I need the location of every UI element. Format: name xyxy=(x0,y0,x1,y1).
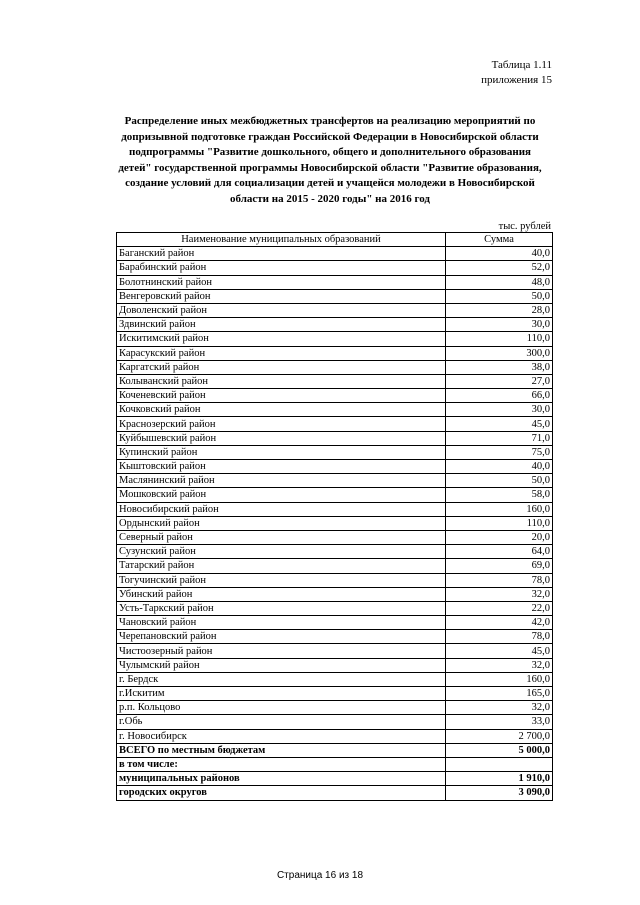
municipality-sum: 160,0 xyxy=(446,502,553,516)
municipality-sum: 66,0 xyxy=(446,389,553,403)
municipality-sum: 27,0 xyxy=(446,374,553,388)
table-row xyxy=(117,630,553,644)
municipality-name: Татарский район xyxy=(117,559,446,573)
municipality-sum: 30,0 xyxy=(446,318,553,332)
municipality-sum: 64,0 xyxy=(446,545,553,559)
table-row xyxy=(117,474,553,488)
table-row xyxy=(117,545,553,559)
municipality-sum: 40,0 xyxy=(446,460,553,474)
municipality-name: Баганский район xyxy=(117,247,446,261)
table-row xyxy=(117,445,553,459)
table-row xyxy=(117,303,553,317)
column-header-sum: Сумма xyxy=(446,233,553,247)
column-header-name: Наименование муниципальных образований xyxy=(117,233,446,247)
municipality-sum: 2 700,0 xyxy=(446,729,553,743)
municipality-name: Колыванский район xyxy=(117,374,446,388)
table-row xyxy=(117,318,553,332)
table-row xyxy=(117,559,553,573)
table-reference xyxy=(481,58,552,88)
municipality-name: Здвинский район xyxy=(117,318,446,332)
table-row xyxy=(117,460,553,474)
table-row xyxy=(117,729,553,743)
municipality-name: Северный район xyxy=(117,530,446,544)
table-body xyxy=(117,247,553,800)
title-line: допризывной подготовке граждан Российской Федерации в Новосибирской области xyxy=(121,130,539,143)
transfers-table xyxy=(116,232,553,801)
table-row xyxy=(117,701,553,715)
municipality-name: Искитимский район xyxy=(117,332,446,346)
subtotal-value: 3 090,0 xyxy=(446,786,553,800)
municipality-sum: 48,0 xyxy=(446,275,553,289)
table-row xyxy=(117,360,553,374)
table-row xyxy=(117,374,553,388)
municipality-name: Маслянинский район xyxy=(117,474,446,488)
municipality-name: г. Новосибирск xyxy=(117,729,446,743)
municipality-sum: 75,0 xyxy=(446,445,553,459)
table-row xyxy=(117,261,553,275)
table-row xyxy=(117,601,553,615)
table-row xyxy=(117,672,553,686)
subtotal-label: муниципальных районов xyxy=(117,772,446,786)
appendix-number: приложения 15 xyxy=(481,74,552,86)
table-row xyxy=(117,247,553,261)
table-row xyxy=(117,573,553,587)
municipality-name: Черепановский район xyxy=(117,630,446,644)
subtotal-label: городских округов xyxy=(117,786,446,800)
municipality-name: г. Бердск xyxy=(117,672,446,686)
table-row xyxy=(117,502,553,516)
municipality-sum: 22,0 xyxy=(446,601,553,615)
municipality-sum: 71,0 xyxy=(446,431,553,445)
table-row xyxy=(117,616,553,630)
subtotal-row xyxy=(117,772,553,786)
title-line: создание условий для социализации детей и учащейся молодежи в Новосибирской xyxy=(125,177,535,189)
municipality-name: Чистоозерный район xyxy=(117,644,446,658)
table-row xyxy=(117,687,553,701)
subtotal-row xyxy=(117,786,553,800)
municipality-sum: 78,0 xyxy=(446,630,553,644)
title-line: детей" государственной программы Новосибирской области "Развитие образования, xyxy=(118,161,542,174)
municipality-name: Болотнинский район xyxy=(117,275,446,289)
municipality-name: Краснозерский район xyxy=(117,417,446,431)
total-label: ВСЕГО по местным бюджетам xyxy=(117,743,446,757)
municipality-sum: 78,0 xyxy=(446,573,553,587)
municipality-sum: 50,0 xyxy=(446,289,553,303)
subtotal-value: 1 910,0 xyxy=(446,772,553,786)
municipality-name: Купинский район xyxy=(117,445,446,459)
title-line: подпрограммы "Развитие дошкольного, общего и дополнительного образования xyxy=(128,146,531,158)
municipality-sum: 42,0 xyxy=(446,616,553,630)
table-row xyxy=(117,389,553,403)
municipality-name: Венгеровский район xyxy=(117,289,446,303)
municipality-sum: 28,0 xyxy=(446,303,553,317)
municipality-sum: 32,0 xyxy=(446,587,553,601)
page-footer: Страница 16 из 18 xyxy=(276,870,364,881)
table-row xyxy=(117,275,553,289)
including-label: в том числе: xyxy=(117,757,446,771)
municipality-name: Усть-Таркский район xyxy=(117,601,446,615)
table-row xyxy=(117,346,553,360)
table-row xyxy=(117,289,553,303)
municipality-name: Кыштовский район xyxy=(117,460,446,474)
including-empty-cell xyxy=(446,757,553,771)
municipality-name: г.Обь xyxy=(117,715,446,729)
municipality-name: Кочковский район xyxy=(117,403,446,417)
table-row xyxy=(117,587,553,601)
table-row xyxy=(117,644,553,658)
including-row xyxy=(117,757,553,771)
municipality-name: Куйбышевский район xyxy=(117,431,446,445)
municipality-sum: 38,0 xyxy=(446,360,553,374)
table-row xyxy=(117,403,553,417)
municipality-sum: 160,0 xyxy=(446,672,553,686)
total-value: 5 000,0 xyxy=(446,743,553,757)
table-number: Таблица 1.11 xyxy=(491,59,552,71)
municipality-name: Сузунский район xyxy=(117,545,446,559)
title-line: области на 2015 - 2020 годы" на 2016 год xyxy=(230,192,430,205)
municipality-name: Карасукский район xyxy=(117,346,446,360)
table-row xyxy=(117,530,553,544)
municipality-name: г.Искитим xyxy=(117,687,446,701)
municipality-name: Каргатский район xyxy=(117,360,446,374)
table-row xyxy=(117,715,553,729)
municipality-name: Коченевский район xyxy=(117,389,446,403)
municipality-name: Мошковский район xyxy=(117,488,446,502)
municipality-name: Барабинский район xyxy=(117,261,446,275)
table-row xyxy=(117,488,553,502)
municipality-sum: 58,0 xyxy=(446,488,553,502)
municipality-name: Чановский район xyxy=(117,616,446,630)
table-header-row xyxy=(117,233,553,247)
table-row xyxy=(117,332,553,346)
municipality-name: Убинский район xyxy=(117,587,446,601)
municipality-sum: 300,0 xyxy=(446,346,553,360)
municipality-sum: 32,0 xyxy=(446,658,553,672)
municipality-name: р.п. Кольцово xyxy=(117,701,446,715)
municipality-sum: 50,0 xyxy=(446,474,553,488)
municipality-sum: 165,0 xyxy=(446,687,553,701)
municipality-name: Новосибирский район xyxy=(117,502,446,516)
municipality-name: Доволенский район xyxy=(117,303,446,317)
municipality-sum: 33,0 xyxy=(446,715,553,729)
municipality-sum: 110,0 xyxy=(446,332,553,346)
municipality-sum: 20,0 xyxy=(446,530,553,544)
municipality-name: Чулымский район xyxy=(117,658,446,672)
table-row xyxy=(117,658,553,672)
municipality-sum: 45,0 xyxy=(446,417,553,431)
document-title xyxy=(108,114,552,207)
table-row xyxy=(117,516,553,530)
title-line: Распределение иных межбюджетных трансфертов на реализацию мероприятий по xyxy=(124,115,536,127)
municipality-sum: 40,0 xyxy=(446,247,553,261)
municipality-name: Тогучинский район xyxy=(117,573,446,587)
municipality-sum: 30,0 xyxy=(446,403,553,417)
table-row xyxy=(117,417,553,431)
municipality-name: Ордынский район xyxy=(117,516,446,530)
table-row xyxy=(117,431,553,445)
municipality-sum: 45,0 xyxy=(446,644,553,658)
total-row xyxy=(117,743,553,757)
municipality-sum: 110,0 xyxy=(446,516,553,530)
municipality-sum: 32,0 xyxy=(446,701,553,715)
municipality-sum: 69,0 xyxy=(446,559,553,573)
units-label: тыс. рублей xyxy=(498,221,551,232)
municipality-sum: 52,0 xyxy=(446,261,553,275)
